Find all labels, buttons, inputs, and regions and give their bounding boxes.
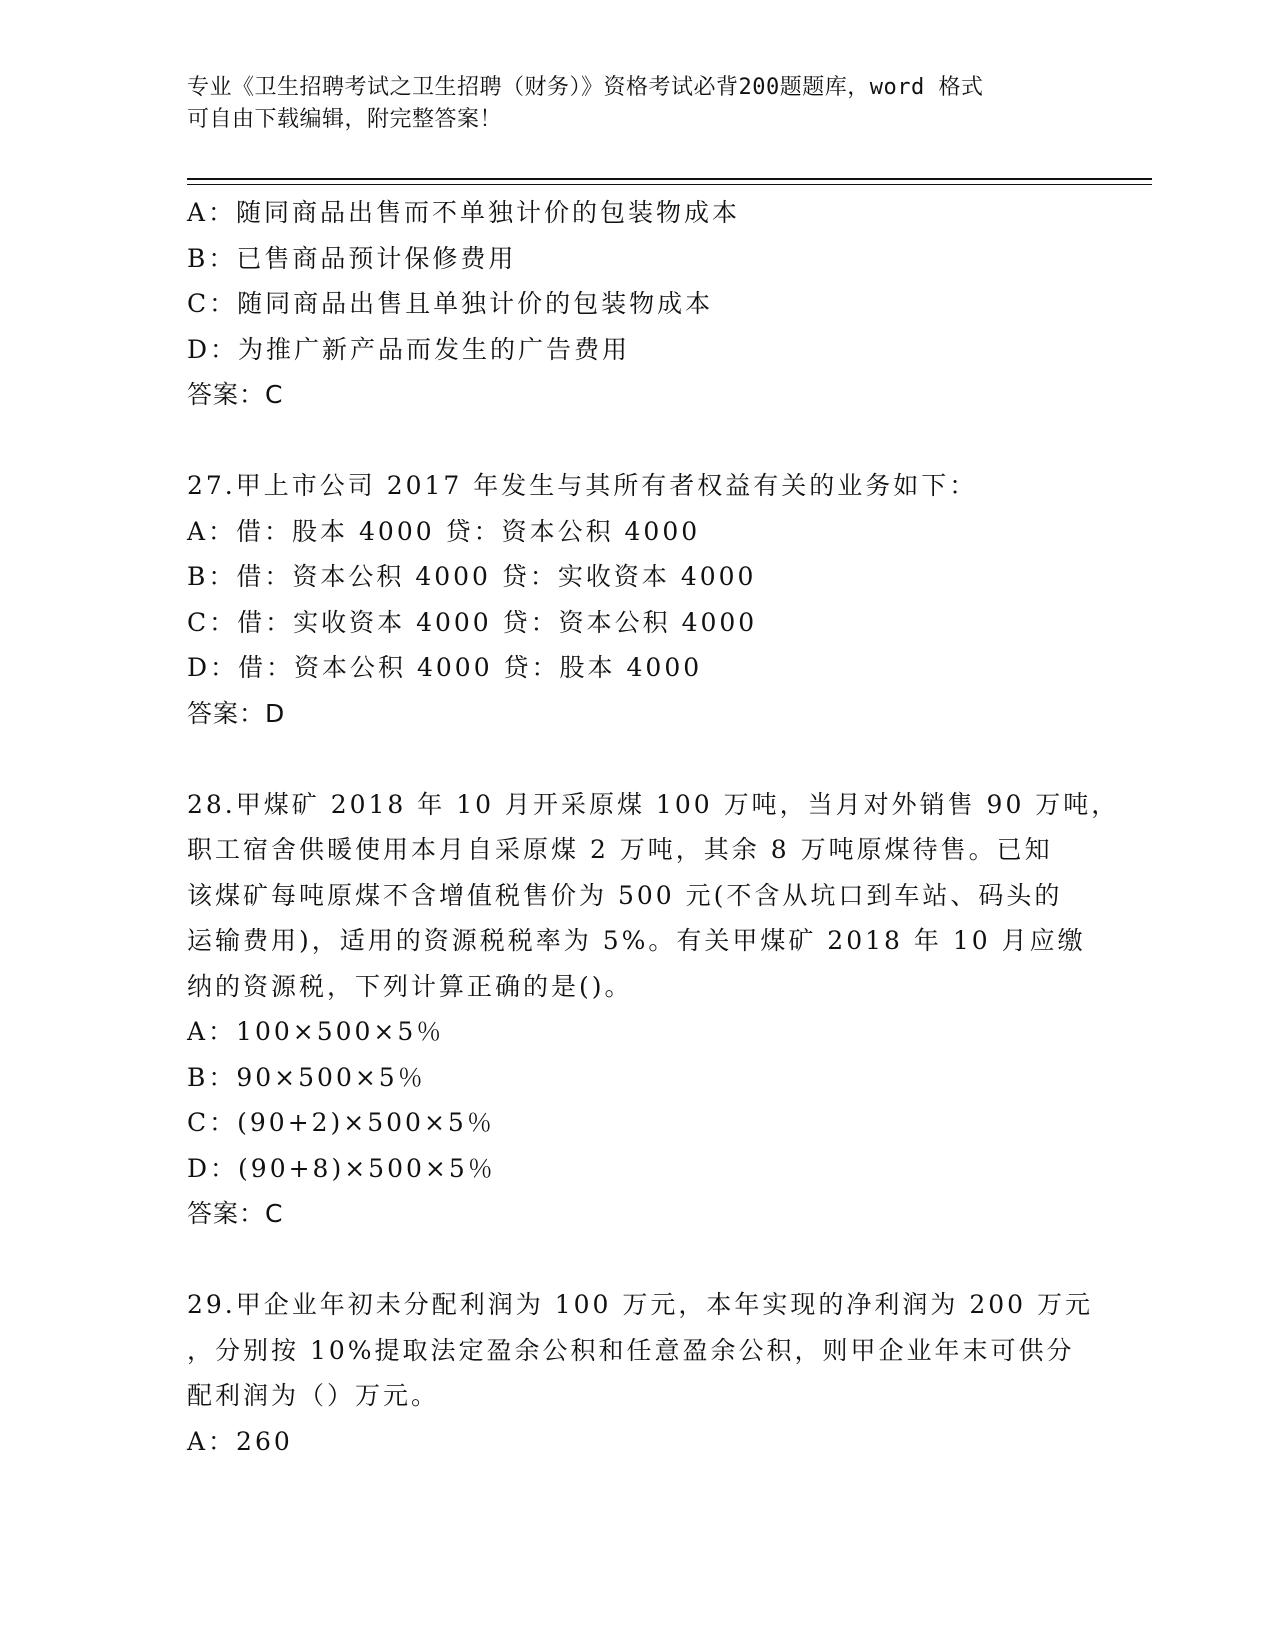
option-d: D：为推广新产品而发生的广告费用: [187, 334, 631, 364]
option-a: A：100×500×5％: [187, 1017, 445, 1046]
question-stem-line: 配利润为（）万元。: [187, 1381, 440, 1410]
option-c: C：随同商品出售且单独计价的包装物成本: [187, 289, 714, 318]
question-stem-line: 该煤矿每吨原煤不含增值税售价为 500 元(不含从坑口到车站、码头的: [187, 880, 1063, 910]
header-title-line-1: 专业《卫生招聘考试之卫生招聘（财务）》资格考试必背200题题库，word 格式: [187, 75, 984, 100]
option-c: C：借：实收资本 4000 贷：资本公积 4000: [187, 607, 758, 637]
question-list: [187, 190, 1120, 1464]
question-29: [187, 1282, 1093, 1464]
question-stem-line: 运输费用)，适用的资源税税率为 5%。有关甲煤矿 2018 年 10 月应缴: [187, 926, 1086, 955]
option-d: D：(90+8)×500×5％: [187, 1153, 496, 1183]
question-spacer: [187, 418, 1087, 464]
answer-line: 答案：D: [187, 698, 286, 728]
answer-line: 答案：C: [187, 1199, 284, 1228]
document-header: [187, 72, 1087, 136]
question-spacer: [187, 736, 1087, 782]
question-stem: 27.甲上市公司 2017 年发生与其所有者权益有关的业务如下：: [187, 471, 978, 500]
question-stem-line: ，分别按 10%提取法定盈余公积和任意盈余公积，则甲企业年末可供分: [187, 1335, 1075, 1365]
question-27: [187, 463, 1087, 736]
option-b: B：90×500×5％: [187, 1062, 426, 1092]
question-28: [187, 782, 1120, 1237]
question-stem-line: 职工宿舍供暖使用本月自采原煤 2 万吨，其余 8 万吨原煤待售。已知: [187, 835, 1053, 864]
header-rule-thin: [187, 184, 1152, 185]
option-a: A：借：股本 4000 贷：资本公积 4000: [187, 516, 701, 546]
option-b: B：借：资本公积 4000 贷：实收资本 4000: [187, 562, 757, 591]
header-title-line-2: 可自由下载编辑，附完整答案！: [187, 107, 503, 132]
question-26: [187, 190, 1087, 418]
question-stem-line: 28.甲煤矿 2018 年 10 月开采原煤 100 万吨，当月对外销售 90 万吨，: [187, 789, 1120, 819]
option-a: A：随同商品出售而不单独计价的包装物成本: [187, 198, 741, 227]
option-c: C：(90+2)×500×5％: [187, 1108, 495, 1137]
question-stem-line: 纳的资源税，下列计算正确的是()。: [187, 971, 633, 1001]
option-b: B：已售商品预计保修费用: [187, 243, 517, 273]
header-rule-thick: [187, 178, 1152, 180]
question-stem-line: 29.甲企业年初未分配利润为 100 万元，本年实现的净利润为 200 万元: [187, 1290, 1093, 1319]
question-spacer: [187, 1237, 1087, 1283]
answer-line: 答案：C: [187, 380, 284, 409]
option-a: A：260: [187, 1426, 293, 1456]
option-d: D：借：资本公积 4000 贷：股本 4000: [187, 653, 703, 682]
